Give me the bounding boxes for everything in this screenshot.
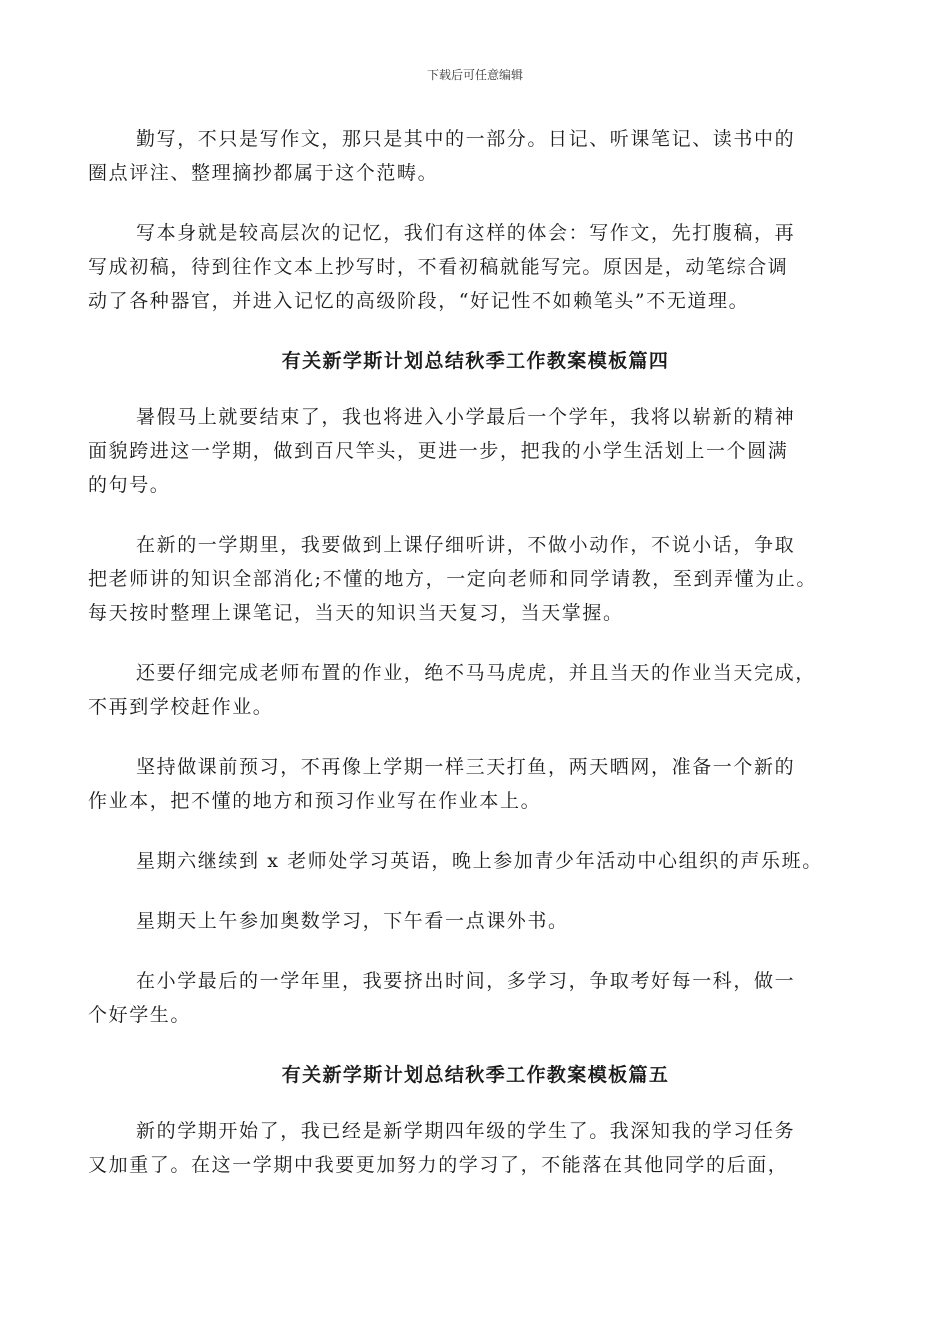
paragraph-line: 还要仔细完成老师布置的作业，绝不马马虎虎，并且当天的作业当天完成， xyxy=(136,662,816,684)
section-title: 有关新学斯计划总结秋季工作教案模板篇五 xyxy=(281,1064,670,1086)
paragraph-line: 坚持做课前预习，不再像上学期一样三天打鱼，两天晒网，准备一个新的 xyxy=(136,756,796,778)
page-header: 下载后可任意编辑 xyxy=(426,68,523,82)
paragraph-line: 个好学生。 xyxy=(88,1004,192,1026)
paragraph-line: 在小学最后的一学年里，我要挤出时间，多学习，争取考好每一科，做一 xyxy=(136,970,796,992)
paragraph-line: 圈点评注、整理摘抄都属于这个范畴。 xyxy=(88,162,439,184)
paragraph xyxy=(88,964,863,1032)
paragraph xyxy=(88,656,863,724)
paragraph-line: 作业本，把不懂的地方和预习作业写在作业本上。 xyxy=(88,790,542,812)
section-title: 有关新学斯计划总结秋季工作教案模板篇四 xyxy=(281,350,670,372)
paragraph xyxy=(88,528,863,630)
paragraph xyxy=(88,122,863,190)
paragraph-line: 勤写，不只是写作文，那只是其中的一部分。日记、听课笔记、读书中的 xyxy=(136,128,796,150)
paragraph-line: 把老师讲的知识全部消化;不懂的地方，一定向老师和同学请教，至到弄懂为止。 xyxy=(88,568,818,590)
paragraph xyxy=(88,750,863,818)
paragraph xyxy=(88,844,863,878)
paragraph-line: 的句号。 xyxy=(88,474,171,496)
document-body xyxy=(88,122,863,1208)
paragraph-line: 在新的一学期里，我要做到上课仔细听讲，不做小动作，不说小话，争取 xyxy=(136,534,796,556)
paragraph-line: 不再到学校赶作业。 xyxy=(88,696,274,718)
paragraph-line: 动了各种器官，并进入记忆的高级阶段，“好记性不如赖笔头”不无道理。 xyxy=(88,290,750,312)
paragraph-line: 新的学期开始了，我已经是新学期四年级的学生了。我深知我的学习任务 xyxy=(136,1120,796,1142)
paragraph-line: 面貌跨进这一学期，做到百尺竿头，更进一步，把我的小学生活划上一个圆满 xyxy=(88,440,789,462)
paragraph xyxy=(88,904,863,938)
paragraph xyxy=(88,216,863,318)
paragraph-line: 星期天上午参加奥数学习，下午看一点课外书。 xyxy=(136,910,569,932)
paragraph-line: 暑假马上就要结束了，我也将进入小学最后一个学年，我将以崭新的精神 xyxy=(136,406,796,428)
paragraph xyxy=(88,1114,863,1182)
paragraph-line: 星期六继续到 x 老师处学习英语，晚上参加青少年活动中心组织的声乐班。 xyxy=(136,850,823,872)
paragraph-line: 又加重了。在这一学期中我要更加努力的学习了，不能落在其他同学的后面， xyxy=(88,1154,789,1176)
paragraph-line: 每天按时整理上课笔记，当天的知识当天复习，当天掌握。 xyxy=(88,602,624,624)
paragraph xyxy=(88,400,863,502)
paragraph-line: 写本身就是较高层次的记忆，我们有这样的体会：写作文，先打腹稿，再 xyxy=(136,222,796,244)
paragraph-line: 写成初稿，待到往作文本上抄写时，不看初稿就能写完。原因是，动笔综合调 xyxy=(88,256,789,278)
